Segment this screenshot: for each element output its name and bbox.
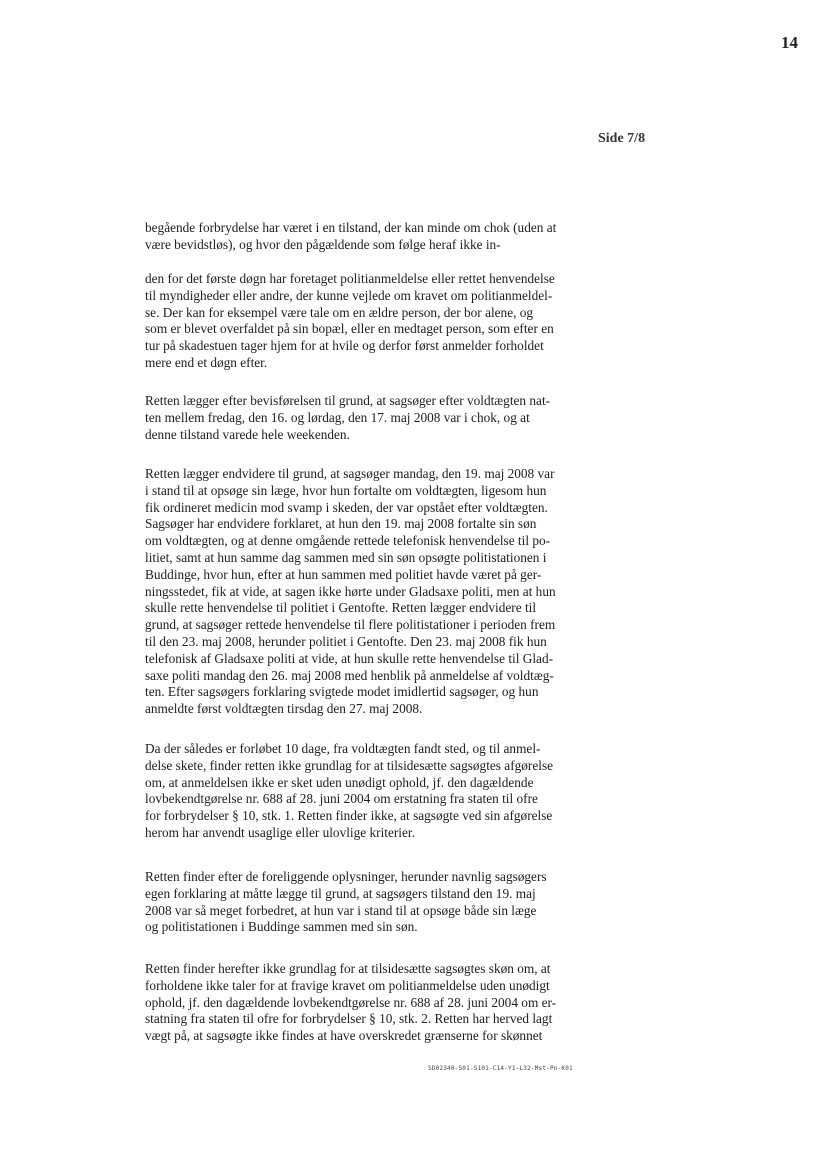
text-line: ningsstedet, fik at vide, at sagen ikke hørte under Gladsaxe politi, men at hun [145, 583, 556, 599]
text-line: om voldtægten, og at denne omgående rettede telefonisk henvendelse til po- [145, 533, 551, 549]
text-line: skulle rette henvendelse til politiet i Gentofte. Retten lægger endvidere til [145, 600, 537, 616]
paragraph-5 [145, 741, 615, 842]
paragraph-4 [145, 466, 615, 718]
text-line: herom har anvendt usaglige eller ulovlige kriterier. [145, 824, 415, 840]
text-line: grund, at sagsøger rettede henvendelse til flere politistationer i perioden frem [145, 617, 556, 633]
text-line: i stand til at opsøge sin læge, hvor hun fortalte om voldtægten, ligesom hun [145, 482, 547, 498]
text-line: fik ordineret medicin mod svamp i skeden, der var opstået efter voldtægten. [145, 499, 548, 515]
document-code: SD02340-S01-S101-C14-Y1-L32-Mst-Pn-K01 [428, 1065, 573, 1072]
text-line: for forbrydelser § 10, stk. 1. Retten finder ikke, at sagsøgte ved sin afgørelse [145, 808, 553, 824]
text-line: den for det første døgn har foretaget politianmeldelse eller rettet henvendelse [145, 271, 555, 286]
text-line: telefonisk af Gladsaxe politi at vide, at hun skulle rette henvendelse til Glad- [145, 650, 554, 666]
text-line: anmeldte først voldtægten tirsdag den 27. maj 2008. [145, 701, 423, 717]
text-line: begående forbrydelse har været i en tilstand, der kan minde om chok (uden at [145, 220, 557, 235]
text-line: lovbekendtgørelse nr. 688 af 28. juni 2004 om erstatning fra staten til ofre [145, 791, 538, 807]
text-line: se. Der kan for eksempel være tale om en ældre person, der bor alene, og [145, 304, 534, 320]
text-line: denne tilstand varede hele weekenden. [145, 426, 350, 442]
text-line: egen forklaring at måtte lægge til grund, at sagsøgers tilstand den 19. maj [145, 885, 536, 901]
text-line: forholdene ikke taler for at fravige kravet om politianmeldelse uden unødigt [145, 977, 550, 993]
text-line: mere end et døgn efter. [145, 354, 268, 370]
page-number: 14 [781, 33, 798, 52]
text-line: 2008 var så meget forbedret, at hun var i stand til at opsøge både sin læge [145, 902, 537, 918]
text-line: Retten finder herefter ikke grundlag for at tilsidesætte sagsøgtes skøn om, at [145, 961, 551, 976]
text-line: Da der således er forløbet 10 dage, fra voldtægten fandt sted, og til anmel- [145, 741, 541, 756]
text-line: Buddinge, hvor hun, efter at hun sammen med politiet havde været på ger- [145, 566, 542, 582]
text-line: Sagsøger har endvidere forklaret, at hun den 19. maj 2008 fortalte sin søn [145, 516, 537, 532]
text-line: saxe politi mandag den 26. maj 2008 med henblik på anmeldelse af voldtæg- [145, 667, 554, 683]
text-line: ten mellem fredag, den 16. og lørdag, den 17. maj 2008 var i chok, og at [145, 409, 530, 425]
paragraph-6 [145, 869, 615, 936]
text-line: være bevidstløs), og hvor den pågældende som følge heraf ikke in- [145, 236, 501, 252]
text-line: om, at anmeldelsen ikke er sket uden unødigt ophold, jf. den dagældende [145, 774, 534, 790]
text-line: og politistationen i Buddinge sammen med sin søn. [145, 919, 418, 935]
paragraph-7 [145, 961, 615, 1045]
paragraph-2 [145, 271, 615, 372]
text-line: vægt på, at sagsøgte ikke findes at have overskredet grænserne for skønnet [145, 1028, 543, 1044]
text-line: statning fra staten til ofre for forbrydelser § 10, stk. 2. Retten har herved lagt [145, 1011, 553, 1027]
text-line: litiet, samt at hun samme dag sammen med sin søn opsøgte politistationen i [145, 549, 547, 565]
text-line: Retten lægger efter bevisførelsen til grund, at sagsøger efter voldtægten nat- [145, 393, 551, 408]
text-line: til den 23. maj 2008, herunder politiet i Gentofte. Den 23. maj 2008 fik hun [145, 633, 547, 649]
text-line: delse skete, finder retten ikke grundlag for at tilsidesætte sagsøgtes afgørelse [145, 757, 554, 773]
text-line: til myndigheder eller andre, der kunne vejlede om kravet om politianmeldel- [145, 287, 553, 303]
text-line: Retten finder efter de foreliggende oplysninger, herunder navnlig sagsøgers [145, 869, 547, 884]
paragraph-3 [145, 393, 615, 443]
text-line: Retten lægger endvidere til grund, at sagsøger mandag, den 19. maj 2008 var [145, 466, 555, 481]
page-indicator: Side 7/8 [598, 131, 646, 146]
text-line: ten. Efter sagsøgers forklaring svigtede modet imidlertid sagsøger, og hun [145, 684, 539, 700]
text-line: ophold, jf. den dagældende lovbekendtgørelse nr. 688 af 28. juni 2004 om er- [145, 994, 557, 1010]
text-line: som er blevet overfaldet på sin bopæl, eller en medtaget person, som efter en [145, 321, 554, 337]
text-line: tur på skadestuen tager hjem for at hvile og derfor først anmelder forholdet [145, 338, 544, 354]
paragraph-1 [145, 220, 615, 254]
